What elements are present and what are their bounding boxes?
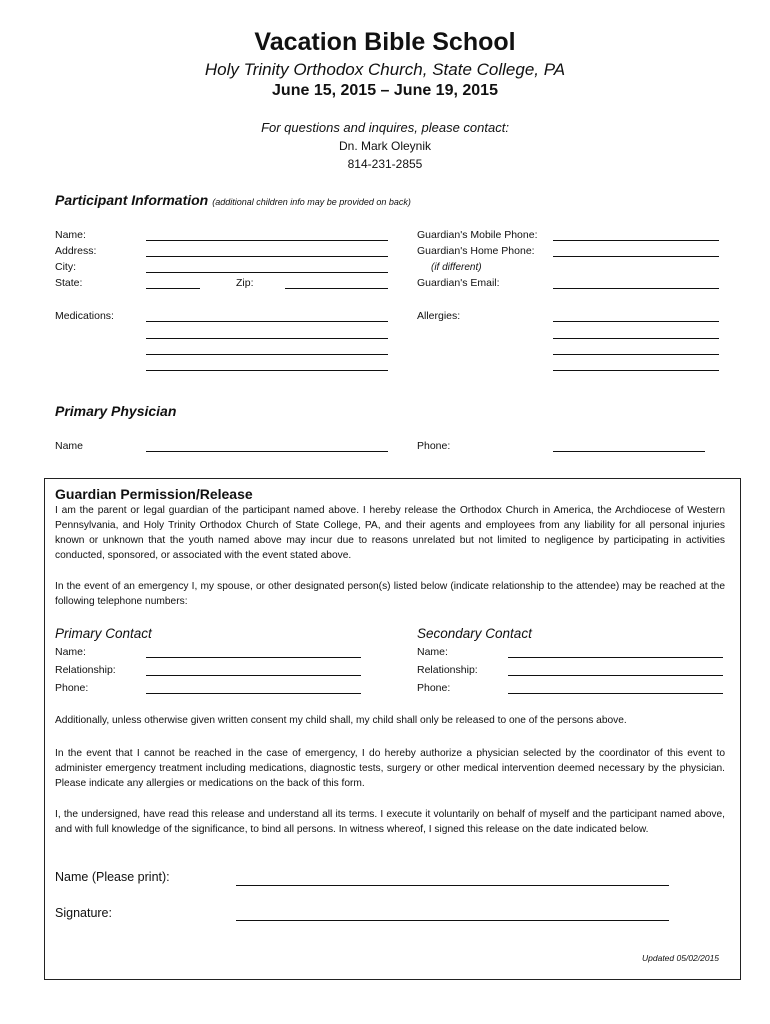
primary-name-field[interactable] <box>146 657 361 658</box>
form-title: Vacation Bible School <box>254 28 516 56</box>
allergies-field-2[interactable] <box>553 338 719 339</box>
participant-zip-field[interactable] <box>285 288 388 289</box>
participant-name-field[interactable] <box>146 240 388 241</box>
physician-phone-label: Phone: <box>417 440 451 452</box>
secondary-phone-label: Phone: <box>417 682 451 694</box>
participant-note: (additional children info may be provided on back) <box>212 197 411 207</box>
physician-name-field[interactable] <box>146 451 388 452</box>
primary-relationship-field[interactable] <box>146 675 361 676</box>
secondary-phone-field[interactable] <box>508 693 723 694</box>
guardian-email-field[interactable] <box>553 288 719 289</box>
contact-phone: 814-231-2855 <box>347 157 423 171</box>
release-paragraph-3: Additionally, unless otherwise given written consent my child shall, my child shall only be released to one of the persons above. <box>55 715 627 726</box>
primary-contact-heading: Primary Contact <box>55 626 152 641</box>
release-paragraph-5: I, the undersigned, have read this release and understand all its terms. I execute it voluntarily on behalf of myself and the participant named above, and with full knowledge of the significance, to bind all persons. In witness whereof, I signed this release on the date indicated below. <box>55 809 725 835</box>
participant-heading: Participant Information <box>55 192 209 208</box>
church-name: Holy Trinity Orthodox Church, State College, PA <box>204 60 566 79</box>
primary-relationship-label: Relationship: <box>55 664 116 676</box>
primary-name-label: Name: <box>55 646 86 658</box>
secondary-relationship-field[interactable] <box>508 675 723 676</box>
medications-label: Medications: <box>55 310 114 322</box>
participant-name-label: Name: <box>55 229 86 241</box>
signature-label: Signature: <box>55 906 112 920</box>
medications-field-3[interactable] <box>146 354 388 355</box>
signature-field[interactable] <box>236 920 669 921</box>
participant-state-label: State: <box>55 277 83 289</box>
participant-zip-label: Zip: <box>236 277 254 289</box>
secondary-name-label: Name: <box>417 646 448 658</box>
physician-phone-field[interactable] <box>553 451 705 452</box>
medications-field-1[interactable] <box>146 321 388 322</box>
primary-phone-label: Phone: <box>55 682 89 694</box>
if-different-note: (if different) <box>431 262 482 273</box>
physician-name-label: Name <box>55 440 84 452</box>
secondary-name-field[interactable] <box>508 657 723 658</box>
allergies-label: Allergies: <box>417 310 461 322</box>
questions-text: For questions and inquires, please contact: <box>261 120 509 135</box>
allergies-field-1[interactable] <box>553 321 719 322</box>
print-name-label: Name (Please print): <box>55 870 170 884</box>
guardian-home-field[interactable] <box>553 256 719 257</box>
guardian-email-label: Guardian's Email: <box>417 277 500 289</box>
medications-field-2[interactable] <box>146 338 388 339</box>
participant-address-label: Address: <box>55 245 97 257</box>
release-title: Guardian Permission/Release <box>55 486 253 502</box>
contact-name: Dn. Mark Oleynik <box>338 139 432 153</box>
allergies-field-4[interactable] <box>553 370 719 371</box>
release-paragraph-2: In the event of an emergency I, my spouse, or other designated person(s) listed below (indicate relationship to the attendee) may be reached at the following telephone numbers: <box>55 581 725 607</box>
participant-city-field[interactable] <box>146 272 388 273</box>
medications-field-4[interactable] <box>146 370 388 371</box>
secondary-relationship-label: Relationship: <box>417 664 478 676</box>
event-dates: June 15, 2015 – June 19, 2015 <box>272 82 498 99</box>
participant-address-field[interactable] <box>146 256 388 257</box>
release-paragraph-1: I am the parent or legal guardian of the participant named above. I hereby release the Orthodox Church in America, the Archdiocese of Western Pennsylvania, and Holy Trinity Orthodox Church of State College, PA, and their agents and employees from any liability for all personal injuries known or unknown that the youth named above may incur due to reasons unrelated but not limited to negligence by participating in activities conducted, sponsored, or associated with the event stated above. <box>55 505 725 561</box>
secondary-contact-heading: Secondary Contact <box>417 626 532 641</box>
physician-heading: Primary Physician <box>55 403 177 419</box>
primary-phone-field[interactable] <box>146 693 361 694</box>
participant-section-header <box>55 192 411 210</box>
participant-state-field[interactable] <box>146 288 200 289</box>
guardian-home-label: Guardian's Home Phone: <box>417 245 535 257</box>
updated-date: Updated 05/02/2015 <box>642 953 720 963</box>
release-paragraph-4: In the event that I cannot be reached in the case of emergency, I do hereby authorize a physician selected by the coordinator of this event to administer emergency treatment including medications, diagnostic tests, surgery or other medical intervention deemed necessary by the physician. Please indicate any allergies or medications on the back of this form. <box>55 748 725 789</box>
guardian-mobile-label: Guardian's Mobile Phone: <box>417 229 538 241</box>
print-name-field[interactable] <box>236 885 669 886</box>
guardian-mobile-field[interactable] <box>553 240 719 241</box>
allergies-field-3[interactable] <box>553 354 719 355</box>
participant-city-label: City: <box>55 261 76 273</box>
